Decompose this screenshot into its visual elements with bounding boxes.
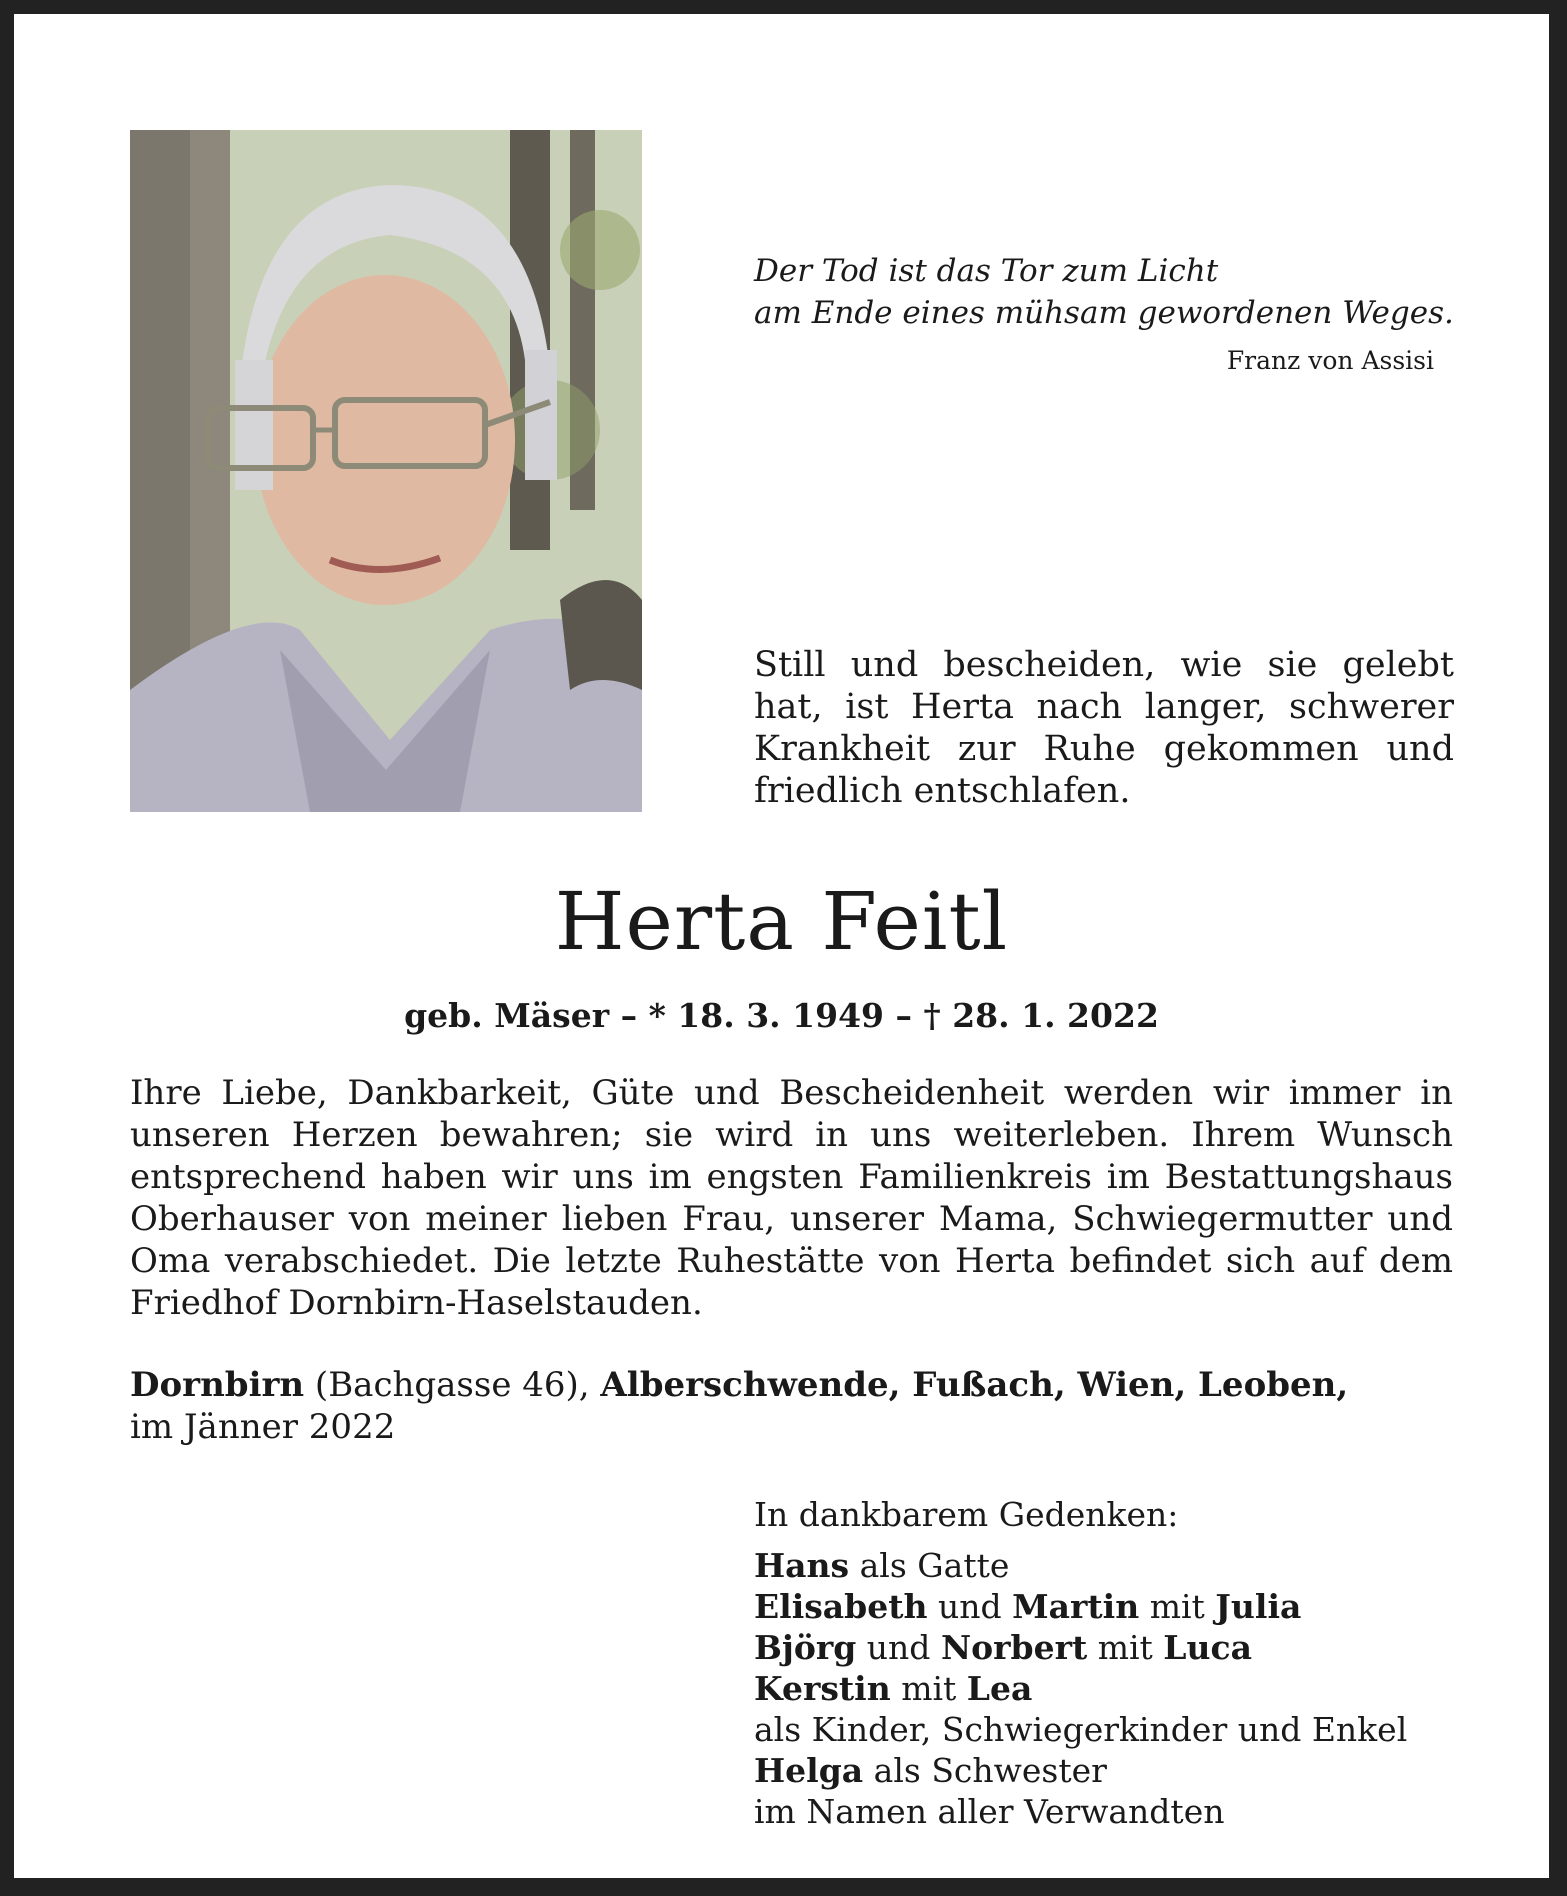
mourner-relation-line: im Namen aller Verwandten: [754, 1792, 1225, 1831]
connector: und: [927, 1587, 1013, 1626]
connector: mit: [890, 1669, 967, 1708]
mourner-name: Kerstin: [754, 1669, 891, 1708]
quote-line: am Ende eines mühsam gewordenen Weges.: [754, 295, 1454, 331]
mourner-line: [754, 1586, 1474, 1627]
mourner-relation-line: als Kinder, Schwiegerkinder und Enkel: [754, 1710, 1408, 1749]
quote: [754, 250, 1454, 334]
places: [130, 1364, 1453, 1448]
portrait-photo: [130, 130, 642, 812]
quote-author: Franz von Assisi: [1226, 346, 1434, 375]
mourner-name: Elisabeth: [754, 1587, 928, 1626]
signoff-heading: In dankbarem Gedenken:: [754, 1495, 1179, 1534]
mourner-name: Luca: [1163, 1628, 1252, 1667]
place-city: Dornbirn: [130, 1365, 305, 1405]
lifespan-dates: geb. Mäser – * 18. 3. 1949 – † 28. 1. 2022: [404, 996, 1159, 1035]
mourner-line: [754, 1668, 1474, 1709]
deceased-name: Herta Feitl: [554, 875, 1009, 968]
mourner-name: Hans: [754, 1546, 850, 1585]
place-others: Alberschwende, Fußach, Wien, Leoben,: [600, 1365, 1349, 1405]
mourner-name: Helga: [754, 1751, 864, 1790]
mourner-name: Norbert: [940, 1628, 1088, 1667]
place-address: (Bachgasse 46),: [304, 1365, 601, 1405]
mourner-line: [754, 1627, 1474, 1668]
quote-line: Der Tod ist das Tor zum Licht: [754, 253, 1219, 289]
intro-text: Still und bescheiden, wie sie gelebt hat, ist Herta nach langer, schwerer Krankheit zur Ruhe gekommen und friedlich entschlafen.: [754, 645, 1454, 811]
mourner-line: [754, 1750, 1474, 1791]
connector: mit: [1139, 1587, 1216, 1626]
connector: mit: [1087, 1628, 1164, 1667]
mourner-name: Björg: [754, 1628, 857, 1667]
mourner-relation: als Schwester: [863, 1751, 1107, 1790]
mourner-name: Martin: [1012, 1587, 1140, 1626]
body-text: Ihre Liebe, Dankbarkeit, Güte und Bescheidenheit werden wir immer in unseren Herzen bewahren; sie wird in uns weiterleben. Ihrem Wunsch entsprechend haben wir uns im engsten Familienkreis im Bestattungshaus Oberhauser von meiner lieben Frau, unserer Mama, Schwiegermutter und Oma verabschiedet. Die letzte Ruhestätte von Herta befindet sich auf dem Friedhof Dornbirn-Haselstauden.: [130, 1073, 1453, 1323]
obituary-card: [14, 14, 1549, 1878]
mourner-name: Lea: [966, 1669, 1033, 1708]
mourner-name: Julia: [1215, 1587, 1302, 1626]
signoff: [754, 1494, 1474, 1832]
mourner-line: [754, 1545, 1474, 1586]
place-date: im Jänner 2022: [130, 1407, 396, 1447]
mourner-relation: als Gatte: [849, 1546, 1010, 1585]
connector: und: [856, 1628, 941, 1667]
